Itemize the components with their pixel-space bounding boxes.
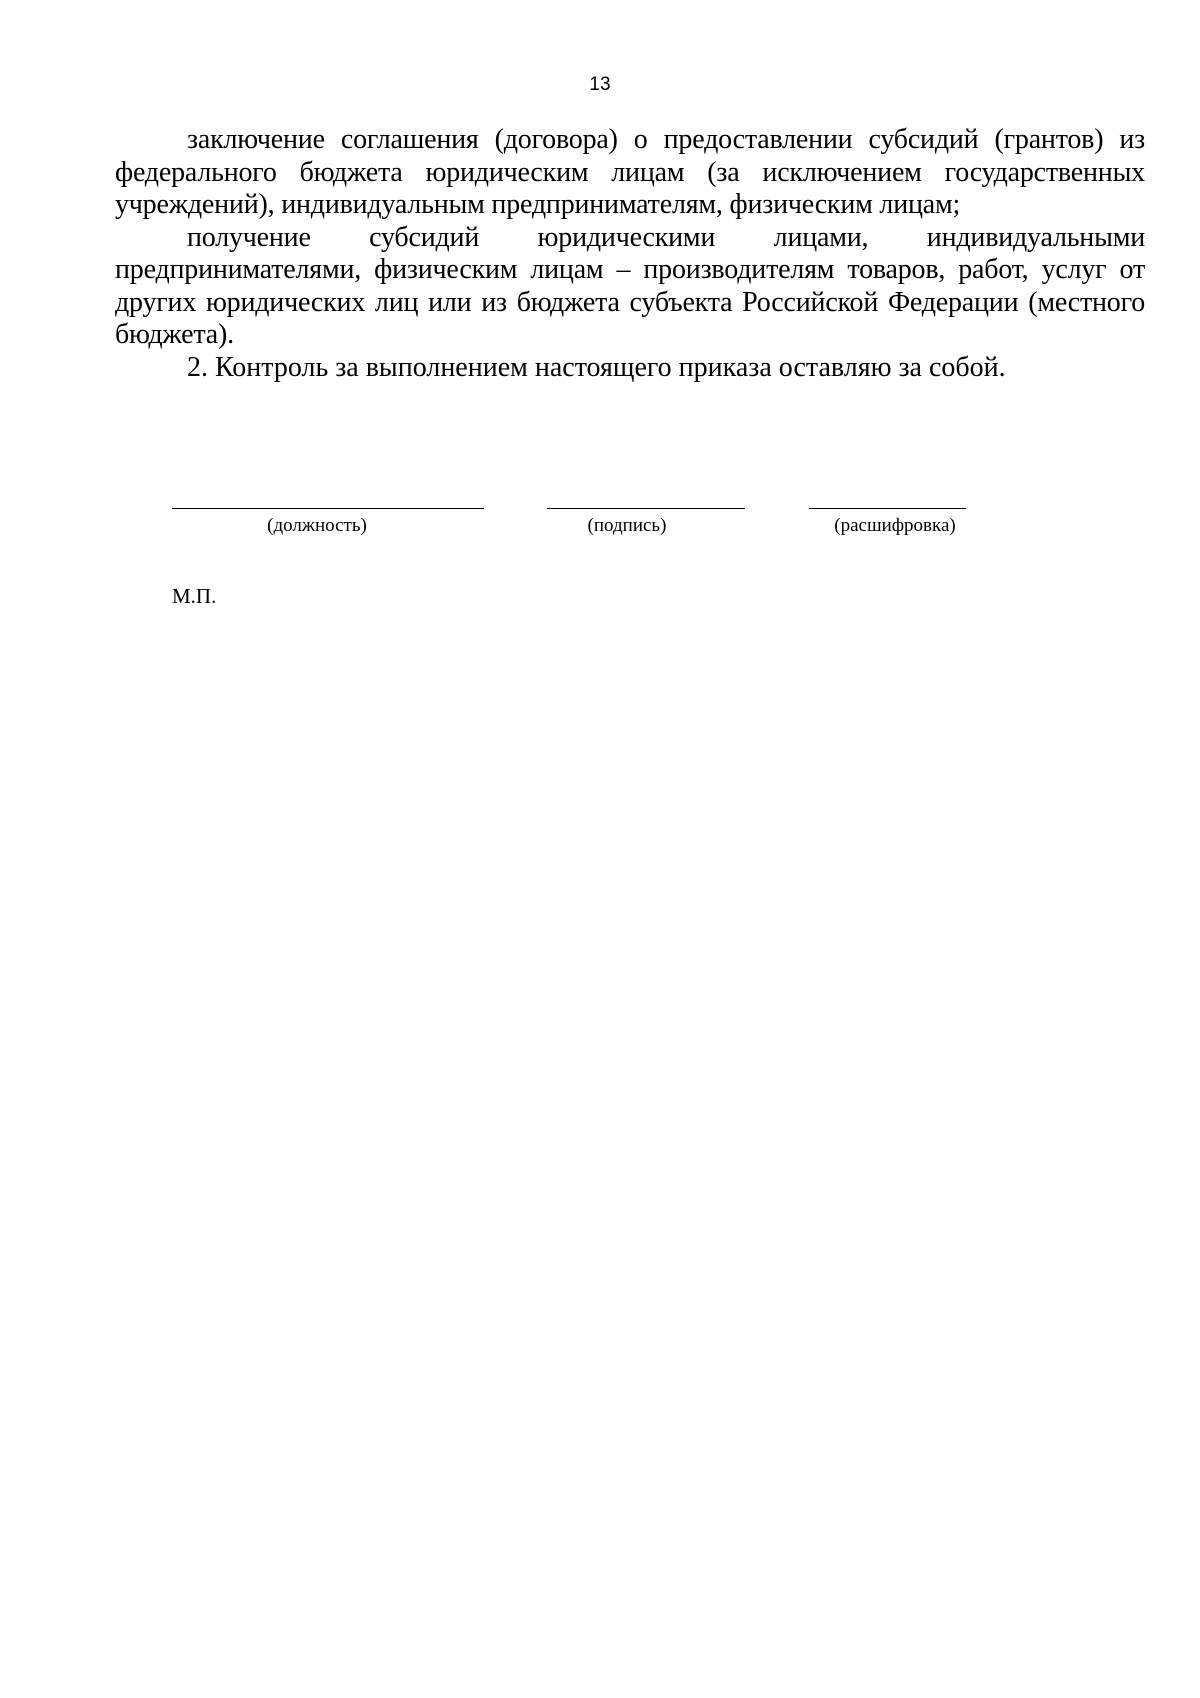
paragraph-subsidy-agreement: заключение соглашения (договора) о предоставлении субсидий (грантов) из федерального бюджета юридическим лицам (за исключением государственных учреждений), индивидуальным предпринимателям, физическим лицам; [115,124,1145,220]
position-caption: (должность) [267,515,367,536]
stamp-placeholder-label: М.П. [172,584,217,608]
name-decoding-line [809,508,966,509]
signature-line [547,508,745,509]
signature-caption: (подпись) [587,515,667,536]
page-number: 13 [589,74,611,95]
name-decoding-caption: (расшифровка) [834,515,956,536]
document-body [115,124,1145,384]
paragraph-subsidy-receipt: получение субсидий юридическими лицами, индивидуальными предпринимателями, физическим лицам – производителям товаров, работ, услуг от других юридических лиц или из бюджета субъекта Российской Федерации (местного бюджета). [115,221,1145,350]
paragraph-control-clause: 2. Контроль за выполнением настоящего приказа оставляю за собой. [187,351,1006,383]
position-signature-line [172,508,484,509]
